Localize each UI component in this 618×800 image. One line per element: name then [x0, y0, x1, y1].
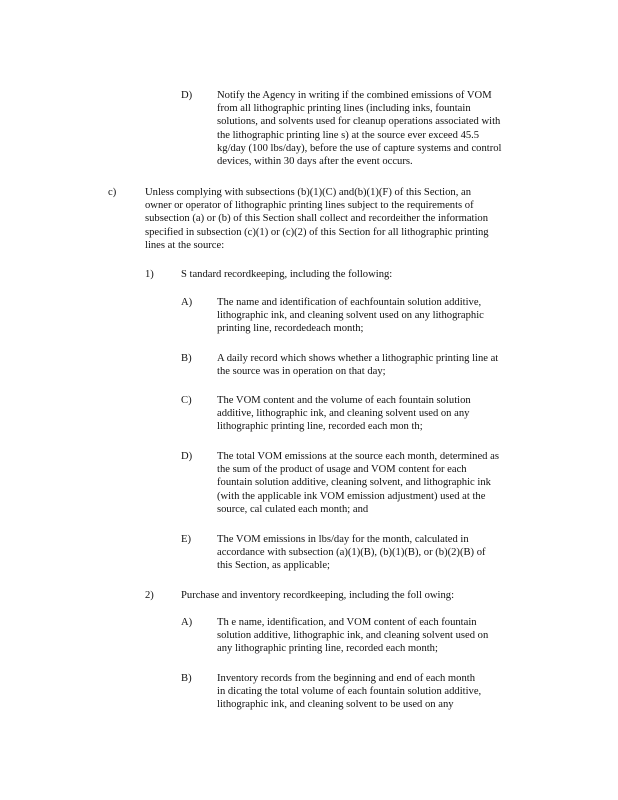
text-line: owner or operator of lithographic printing lines subject to the requirements of: [145, 200, 474, 212]
text-line: The VOM emissions in lbs/day for the month, calculated in: [217, 534, 469, 545]
text-line: Unless complying with subsections (b)(1)(C) and(b)(1)(F) of this Section, an: [145, 187, 471, 198]
text-line: source, cal culated each month; and: [217, 503, 369, 515]
text-line: lines at the source:: [145, 239, 225, 251]
item-label: D): [181, 451, 193, 462]
item-label: B): [181, 353, 192, 364]
text-line: lithographic printing line, recorded each mon th;: [217, 421, 423, 433]
item-text-c1b: [217, 352, 537, 378]
item-text-c1: [181, 268, 537, 281]
text-line: kg/day (100 lbs/day), before the use of capture systems and control: [217, 142, 502, 154]
item-text-c1e: [217, 533, 537, 573]
text-line: Notify the Agency in writing if the combined emissions of VOM: [217, 90, 492, 101]
text-line: any lithographic printing line, recorded each month;: [217, 643, 438, 655]
item-text-c1a: [217, 296, 537, 336]
text-line: in dicating the total volume of each fountain solution additive,: [217, 686, 482, 698]
text-line: solution additive, lithographic ink, and cleaning solvent used on: [217, 630, 489, 642]
item-label: c): [108, 187, 117, 198]
text-line: the source was in operation on that day;: [217, 366, 386, 378]
text-line: A daily record which shows whether a lithographic printing line at: [217, 353, 499, 364]
text-line: S tandard recordkeeping, including the following:: [181, 269, 393, 280]
item-text-c1d: [217, 450, 537, 516]
item-label: A): [181, 617, 193, 628]
text-line: the sum of the product of usage and VOM content for each: [217, 464, 467, 476]
item-label: 1): [145, 269, 154, 280]
text-line: The name and identification of eachfountain solution additive,: [217, 297, 482, 308]
text-line: from all lithographic printing lines (including inks, fountain: [217, 103, 471, 115]
text-line: The VOM content and the volume of each fountain solution: [217, 395, 471, 406]
item-text-d-notify: [217, 89, 537, 168]
text-line: lithographic ink, and cleaning solvent used on any lithographic: [217, 310, 484, 322]
text-line: Inventory records from the beginning and end of each month: [217, 673, 475, 684]
text-line: devices, within 30 days after the event occurs.: [217, 156, 413, 168]
item-text-c2: [181, 589, 537, 602]
item-label: A): [181, 297, 193, 308]
item-label: E): [181, 534, 191, 545]
text-line: the lithographic printing line s) at the source ever exceed 45.5: [217, 129, 480, 141]
text-line: specified in subsection (c)(1) or (c)(2) of this Section for all lithographic printing: [145, 226, 489, 238]
item-text-c2b: [217, 672, 537, 712]
text-line: this Section, as applicable;: [217, 560, 330, 572]
text-line: accordance with subsection (a)(1)(B), (b)(1)(B), or (b)(2)(B) of: [217, 547, 486, 559]
text-line: solutions, and solvents used for cleanup operations associated with: [217, 116, 501, 128]
item-label: D): [181, 90, 193, 101]
text-line: printing line, recordedeach month;: [217, 323, 364, 335]
item-text-c2a: [217, 616, 537, 656]
text-line: Th e name, identification, and VOM content of each fountain: [217, 617, 477, 628]
item-label: 2): [145, 590, 154, 601]
text-line: subsection (a) or (b) of this Section shall collect and recordeither the information: [145, 213, 489, 225]
item-text-c1c: [217, 394, 537, 434]
item-label: C): [181, 395, 192, 406]
text-line: (with the applicable ink VOM emission adjustment) used at the: [217, 490, 486, 502]
item-label: B): [181, 673, 192, 684]
text-line: fountain solution additive, cleaning solvent, and lithographic ink: [217, 477, 491, 489]
text-line: additive, lithographic ink, and cleaning solvent used on any: [217, 408, 470, 420]
item-text-c: [145, 186, 537, 252]
text-line: Purchase and inventory recordkeeping, including the foll owing:: [181, 590, 455, 601]
text-line: lithographic ink, and cleaning solvent to be used on any: [217, 699, 454, 711]
text-line: The total VOM emissions at the source each month, determined as: [217, 451, 499, 462]
